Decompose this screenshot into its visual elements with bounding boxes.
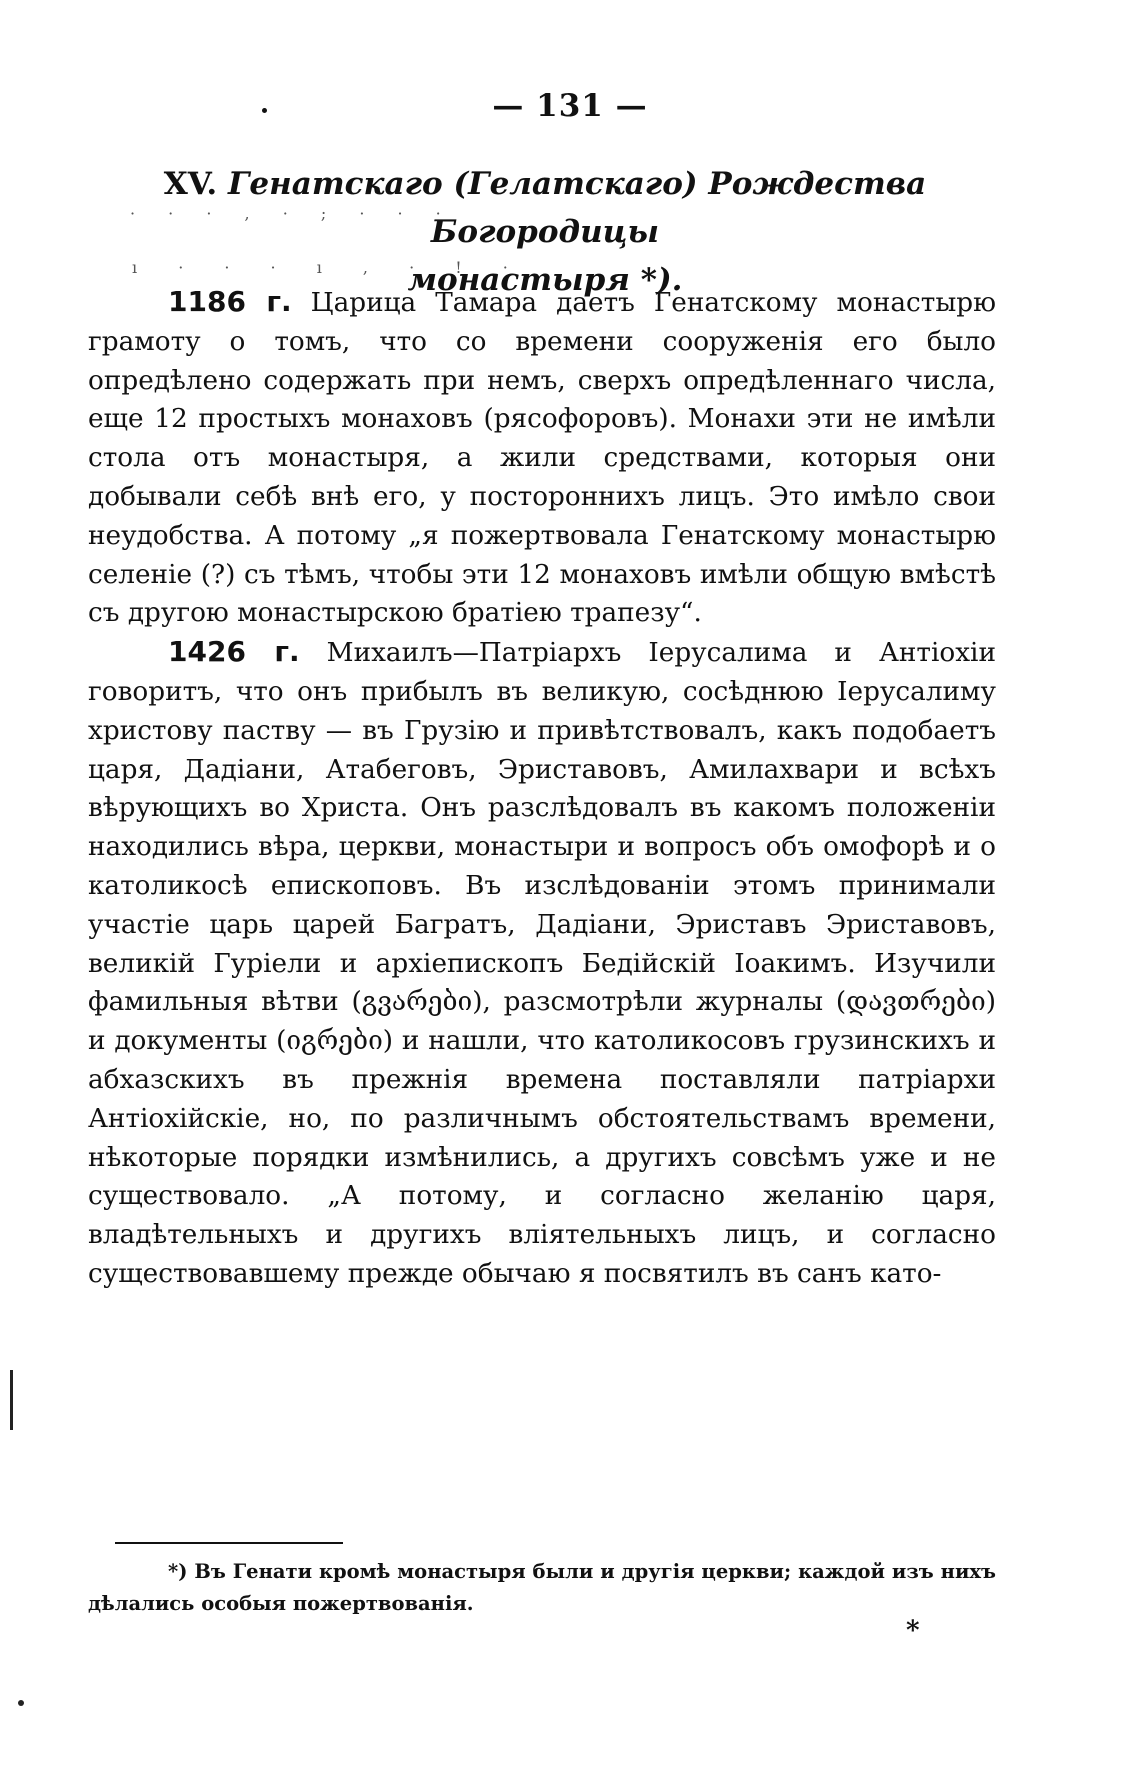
scan-noise: · · · , · ; · · · (130, 204, 455, 223)
section-numeral: XV. (163, 166, 218, 202)
year-label: 1426 г. (168, 635, 300, 669)
signature-mark: * (906, 1616, 920, 1646)
footnote-text: *) Въ Генати кромѣ монастыря были и другія церкви; каждой изъ нихъ дѣлались особыя пожертвованія. (88, 1560, 996, 1615)
section-title-line1: Генатскаго (Гелатскаго) Рождества Богородицы (228, 166, 927, 250)
footnote (88, 1556, 996, 1620)
margin-dot (18, 1700, 24, 1706)
body-text (88, 283, 996, 1294)
year-label: 1186 г. (168, 285, 292, 318)
paragraph-text: Михаилъ—Патріархъ Іерусалима и Антіохіи говоритъ, что онъ прибылъ въ великую, сосѣднюю Іерусалиму христову паству — въ Грузію и привѣтствовалъ, какъ подобаетъ царя, Дадіани, Атабеговъ, Эриставовъ, Амилахвари и всѣхъ вѣрующихъ во Христа. Онъ разслѣдовалъ въ какомъ положеніи находились вѣра, церкви, монастыри и вопросъ объ омофорѣ и о католикосѣ епископовъ. Въ изслѣдованіи этомъ принимали участіе царь царей Багратъ, Дадіани, Эриставъ Эриставовъ, великій Гуріели и архіепископъ Бедійскій Іоакимъ. Изучили фамильныя вѣтви (გვარები), разсмотрѣли журналы (დავთრები) и документы (იგრები) и нашли, что католикосовъ грузинскихъ и абхазскихъ въ прежнія времена поставляли патріархи Антіохійскіе, но, по различнымъ обстоятельствамъ времени, нѣкоторые порядки измѣнились, а другихъ совсѣмъ уже и не существовало. „А потому, и согласно желанію царя, владѣтельныхъ и другихъ вліятельныхъ лицъ, и согласно существовавшему прежде обычаю я посвятилъ въ санъ като- (88, 638, 996, 1289)
footnote-divider (115, 1542, 343, 1544)
scan-noise: ı · · · ı , · ! · (132, 258, 526, 277)
section-title-line2: монастыря *). (407, 262, 683, 298)
page-number: — 131 — (492, 88, 648, 124)
margin-mark (10, 1370, 13, 1430)
paragraph-1426 (88, 633, 996, 1294)
paragraph-text: Царица Тамара даетъ Генатскому монастырю грамоту о томъ, что со времени сооруженія его было опредѣлено содержать при немъ, сверхъ опредѣленнаго числа, еще 12 простыхъ монаховъ (рясофоровъ). Монахи эти не имѣли стола отъ монастыря, а жили средствами, которыя они добывали себѣ внѣ его, у постороннихъ лицъ. Это имѣло свои неудобства. А потому „я пожертвовала Генатскому монастырю селеніе (?) съ тѣмъ, чтобы эти 12 монаховъ имѣли общую вмѣстѣ съ другою монастырскою братіею трапезу“. (88, 288, 996, 629)
paragraph-1186 (88, 283, 996, 633)
